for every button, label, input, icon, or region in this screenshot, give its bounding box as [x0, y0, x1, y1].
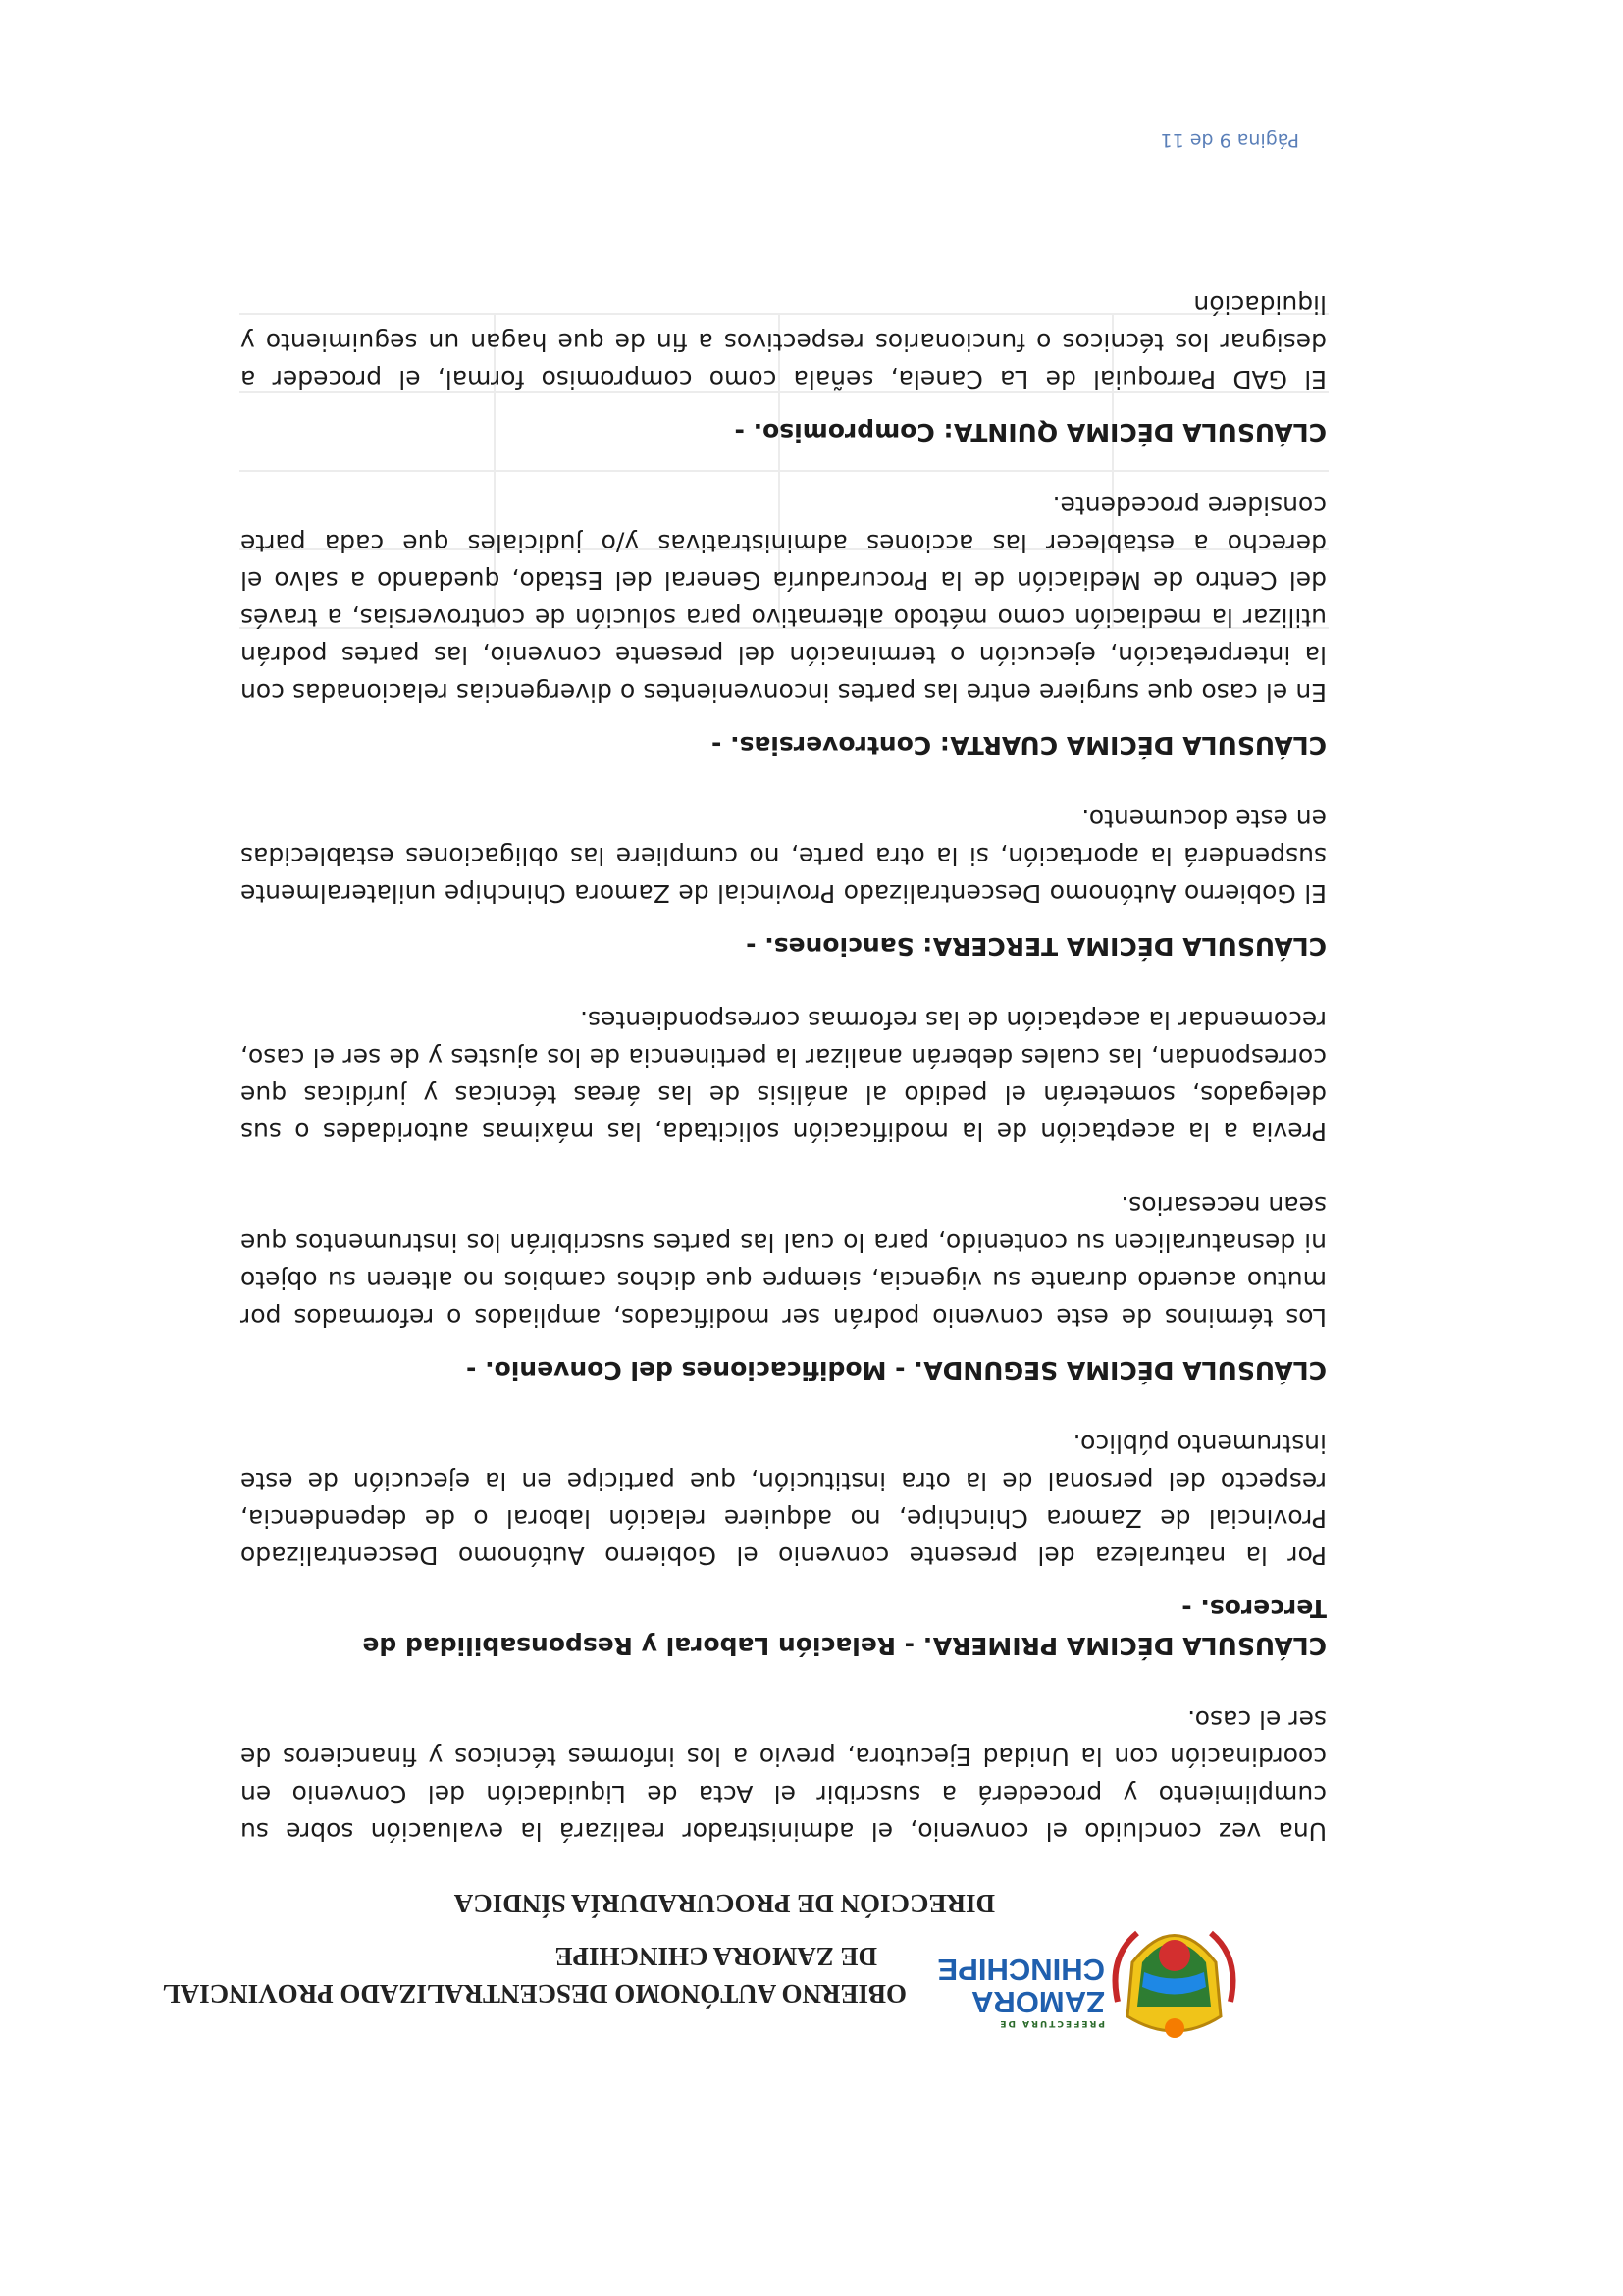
document-body [240, 249, 1327, 1850]
page-number: Página 9 de 11 [1160, 130, 1299, 151]
prefectura-logo-wordmark [918, 1954, 1105, 2028]
clause-text-decima-segunda: Los términos de este convenio podrán ser modificados, ampliados o reformados por mutuo acuerdo durante su vigencia, siempre que dichos cambios no alteren su objeto ni desnaturalicen su contenido, para lo cual las partes suscribirán los instrumentos que sean necesarios. [240, 1191, 1327, 1331]
clause-text-decima-tercera: El Gobierno Autónomo Descentralizado Provincial de Zamora Chinchipe unilateralmente suspenderá la aportación, si la otra parte, no cumpliere las obligaciones establecidas en este documento. [240, 805, 1327, 908]
clause-text-decima-primera: Por la naturaleza del presente convenio el Gobierno Autónomo Descentralizado Provincial de Zamora Chinchipe, no adquiere relación laboral o de dependencia, respecto del personal de la otra institución, que participe en la ejecución de este instrumento público. [240, 1430, 1327, 1570]
logo-line-chinchipe: CHINCHIPE [937, 1953, 1105, 1987]
clause-text-decima-quinta: El GAD Parroquial de La Canela, señala como compromiso formal, el proceder a designar los técnicos o funcionarios respectivos a fin de que hagan un seguimiento y liquidación [240, 290, 1327, 393]
clause-title-decima-primera: CLÁUSULA DÉCIMA PRIMERA. - Relación Laboral y Responsabilidad de Terceros. - [362, 1594, 1327, 1660]
intro-paragraph: Una vez concluido el convenio, el administrador realizará la evaluación sobre su cumplimiento y procederá a suscribir el Acta de Liquidación del Convenio en coordinación con la Unidad Ejecutora, previo a los informes técnicos y financieros de ser el caso. [240, 1705, 1327, 1846]
logo-small-text: PREFECTURA DE [998, 2018, 1105, 2028]
clause-title-decima-tercera: CLÁUSULA DÉCIMA TERCERA: Sanciones. - [746, 932, 1327, 961]
clause-text-decima-cuarta: En el caso que surgiere entre las partes inconvenientes o divergencias relacionadas con la interpretación, ejecución o terminación del presente convenio, las partes podrán utilizar la mediación como método alternativo para solución de controversias, a través del Centro de Mediación de la Procuraduría General del Estado, quedando a salvo el derecho a establecer las acciones administrativas y/o judiciales que cada parte considere procedente. [240, 492, 1327, 706]
clause-title-decima-quinta: CLÁUSULA DÉCIMA QUINTA: Compromiso. - [734, 418, 1327, 446]
clause-title-decima-cuarta: CLÁUSULA DÉCIMA CUARTA: Controversias. - [711, 731, 1327, 759]
logo-line-zamora: ZAMORA [970, 1985, 1105, 2019]
document-header [162, 1874, 1309, 2046]
coat-of-arms-icon [1108, 1908, 1240, 2046]
department-name: DIRECCIÓN DE PROCURADURÍA SÍNDICA [453, 1889, 995, 1918]
clause-text-decima-segunda-2: Previa a la aceptación de la modificación solicitada, las máximas autoridades o sus delegados, someterán el pedido al análisis de las áreas técnicas y jurídicas que correspondan, las cuales deberán analizar la pertinencia de los ajustes y de ser el caso, recomendar la aceptación de las reformas correspondientes. [240, 1006, 1327, 1146]
institution-name-line-2: DE ZAMORA CHINCHIPE [554, 1942, 877, 1971]
institution-name-line-1: OBIERNO AUTÓNOMO DESCENTRALIZADO PROVINCIAL [162, 1979, 907, 2009]
clause-title-decima-segunda: CLÁUSULA DÉCIMA SEGUNDA. - Modificaciones del Convenio. - [466, 1356, 1327, 1384]
